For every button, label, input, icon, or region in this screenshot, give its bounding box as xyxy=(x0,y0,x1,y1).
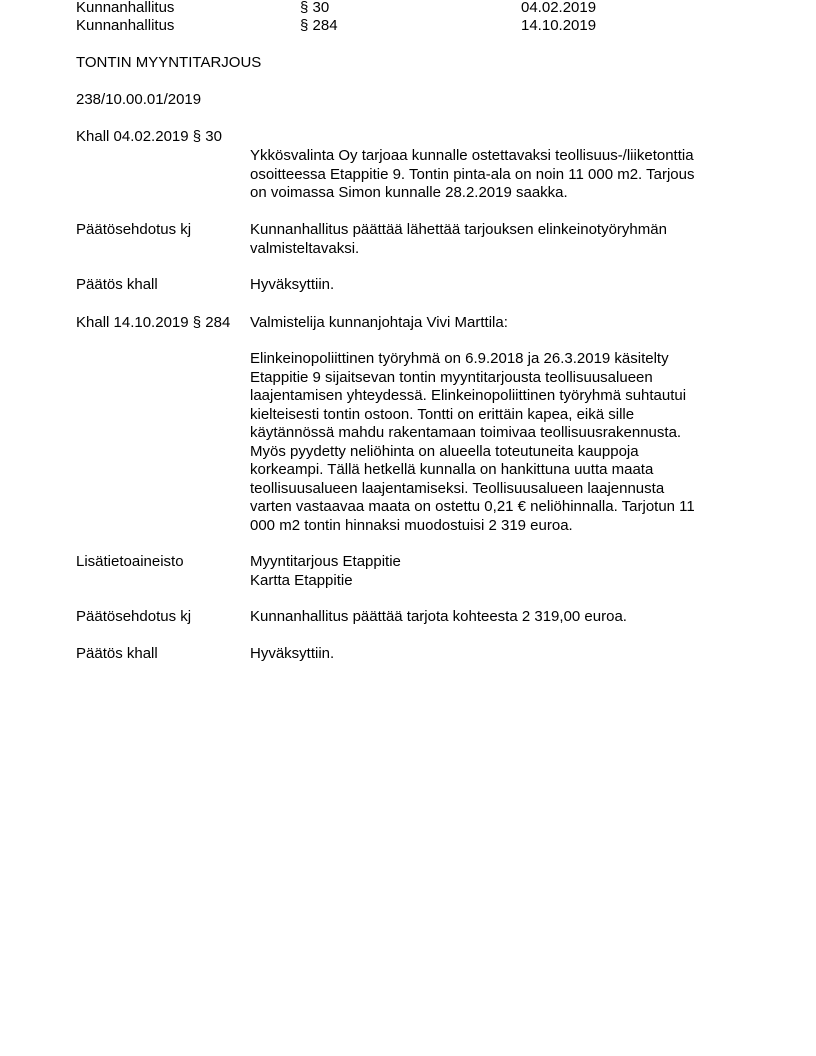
item-label-khall-2019-02-04: Khall 04.02.2019 § 30 xyxy=(76,128,222,145)
additional-info-list xyxy=(250,553,401,590)
paragraph-line: Kunnanhallitus päättää lähettää tarjouksen elinkeinotyöryhmän xyxy=(250,221,667,238)
header-date-2: 14.10.2019 xyxy=(521,17,597,34)
paragraph-line: Kunnanhallitus päättää tarjota kohteesta 2 319,00 euroa. xyxy=(250,608,627,625)
paragraph-line: valmisteltavaksi. xyxy=(250,239,360,257)
paragraph-line: Ykkösvalinta Oy tarjoaa kunnalle ostettavaksi teollisuus-/liiketonttia xyxy=(250,147,694,164)
proposal-paragraph-1 xyxy=(250,221,667,258)
paragraph-line: teollisuusalueen laajentamiseksi. Teollisuusalueen laajennusta xyxy=(250,479,665,497)
item-label-decision-1: Päätös khall xyxy=(76,276,158,293)
paragraph-line: 000 m2 tontin hinnaksi muodostuisi 2 319 euroa. xyxy=(250,516,573,534)
attachment-item: Kartta Etappitie xyxy=(250,571,353,589)
paragraph-line: käytännössä mahdu rakentamaan toimivaa teollisuusrakennusta. xyxy=(250,424,682,441)
proposal-paragraph-2 xyxy=(250,608,627,627)
paragraph-line: laajentamisen yhteydessä. Elinkeinopoliittinen työryhmä suhtautui xyxy=(250,387,687,404)
paragraph-line: Hyväksyttiin. xyxy=(250,645,335,662)
item-label-decision-2: Päätös khall xyxy=(76,645,158,662)
decision-paragraph-1 xyxy=(250,276,334,295)
paragraph-line: Myös pyydetty neliöhinta on alueella toteutuneita kauppoja xyxy=(250,442,639,460)
offer-paragraph xyxy=(250,147,694,203)
record-number: 238/10.00.01/2019 xyxy=(76,91,202,108)
attachment-item: Myyntitarjous Etappitie xyxy=(250,553,401,570)
header-body-2: Kunnanhallitus xyxy=(76,17,175,34)
item-label-proposal-2: Päätösehdotus kj xyxy=(76,608,192,625)
decision-paragraph-2 xyxy=(250,645,334,664)
paragraph-line: Valmistelija kunnanjohtaja Vivi Marttila: xyxy=(250,314,508,331)
paragraph-line: osoitteessa Etappitie 9. Tontin pinta-ala on noin 11 000 m2. Tarjous xyxy=(250,165,695,183)
item-label-additional-info: Lisätietoaineisto xyxy=(76,553,184,570)
working-group-paragraph xyxy=(250,350,695,535)
paragraph-line: kielteisesti tontin ostoon. Tontti on erittäin kapea, eikä sille xyxy=(250,405,635,423)
paragraph-line: on voimassa Simon kunnalle 28.2.2019 saakka. xyxy=(250,184,568,201)
paragraph-line: Elinkeinopoliittinen työryhmä on 6.9.2018 ja 26.3.2019 käsitelty xyxy=(250,350,669,367)
paragraph-line: varten vastaavaa maata on ostettu 0,21 € neliöhinnalla. Tarjotun 11 xyxy=(250,498,695,515)
paragraph-line: Etappitie 9 sijaitsevan tontin myyntitarjousta teollisuusalueen xyxy=(250,368,653,386)
header-section-2: § 284 xyxy=(300,17,338,34)
paragraph-line: Hyväksyttiin. xyxy=(250,276,335,293)
document-title: TONTIN MYYNTITARJOUS xyxy=(76,54,262,71)
header-section-1: § 30 xyxy=(300,0,330,16)
item-label-proposal-1: Päätösehdotus kj xyxy=(76,221,192,238)
header-body-1: Kunnanhallitus xyxy=(76,0,175,16)
preparer-line xyxy=(250,314,508,333)
header-date-1: 04.02.2019 xyxy=(521,0,597,16)
item-label-khall-2019-10-14: Khall 14.10.2019 § 284 xyxy=(76,314,231,331)
paragraph-line: korkeampi. Tällä hetkellä kunnalla on hankittuna uutta maata xyxy=(250,461,654,478)
